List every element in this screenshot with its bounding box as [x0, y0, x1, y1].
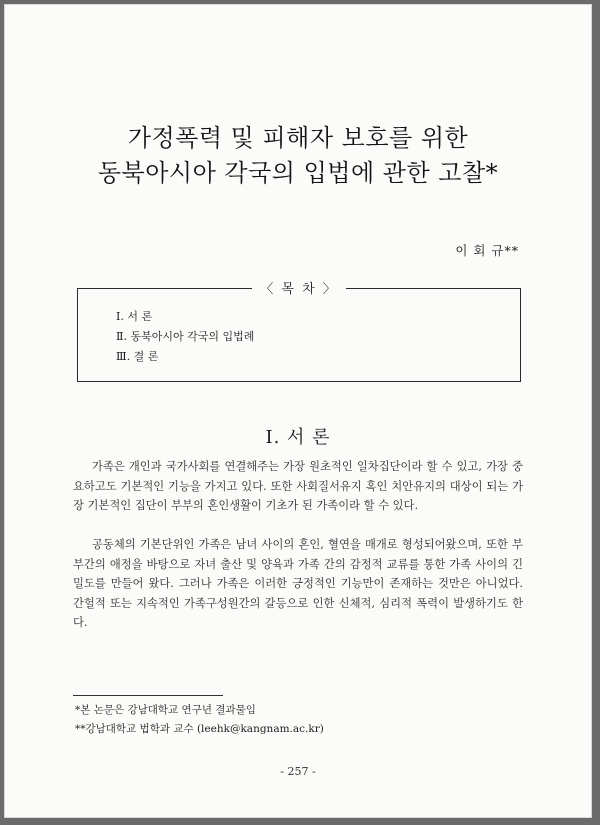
author-name: 이 회 규**: [455, 243, 519, 258]
footnote-2: **강남대학교 법학과 교수 (leehk@kangnam.ac.kr): [75, 723, 324, 735]
toc-heading: [78, 280, 520, 296]
toc-heading-label: 〈 목 차 〉: [252, 282, 346, 297]
footnote-1: *본 논문은 강남대학교 연구년 결과물임: [75, 704, 256, 716]
table-of-contents: [77, 282, 521, 382]
toc-item-conclusion: Ⅲ. 결 론: [116, 350, 159, 363]
footnote-divider: [73, 695, 223, 696]
paper-title-line-2: 동북아시아 각국의 입법에 관한 고찰*: [97, 159, 499, 187]
toc-heading-text: 목 차: [281, 282, 317, 297]
paper-page: [4, 4, 592, 818]
toc-item-introduction: Ⅰ. 서 론: [116, 310, 153, 323]
body-paragraph-1: 가족은 개인과 국가사회를 연결해주는 가장 원초적인 일차집단이라 할 수 있고, 가장 중요하고도 기본적인 기능을 가지고 있다. 또한 사회질서유지 혹인 치안유지의 대상이 되는 가장 기본적인 집단이 부부의 혼인생활이 기초가 된 가족이라 할 수 있다.: [73, 460, 523, 512]
body-paragraph-2: 공동체의 기본단위인 가족은 남녀 사이의 혼인, 혈연을 매개로 형성되어왔으며, 또한 부부간의 애정을 바탕으로 자녀 출산 및 양육과 가족 간의 감정적 교류를 통한 가족 사이의 긴밀도를 만들어 왔다. 그러나 가족은 이러한 긍정적인 기능만이 존재하는 것만은 아니었다. 간헐적 또는 지속적인 가족구성원간의 갈등으로 인한 신체적, 심리적 폭력이 발생하기도 한다.: [73, 538, 523, 629]
section-heading: Ⅰ. 서 론: [265, 427, 331, 448]
page-number: - 257 -: [280, 765, 316, 778]
paper-title-line-1: 가정폭력 및 피해자 보호를 위한: [127, 124, 469, 152]
toc-item-legislation: Ⅱ. 동북아시아 각국의 입법례: [116, 330, 255, 343]
toc-list: [116, 307, 254, 367]
